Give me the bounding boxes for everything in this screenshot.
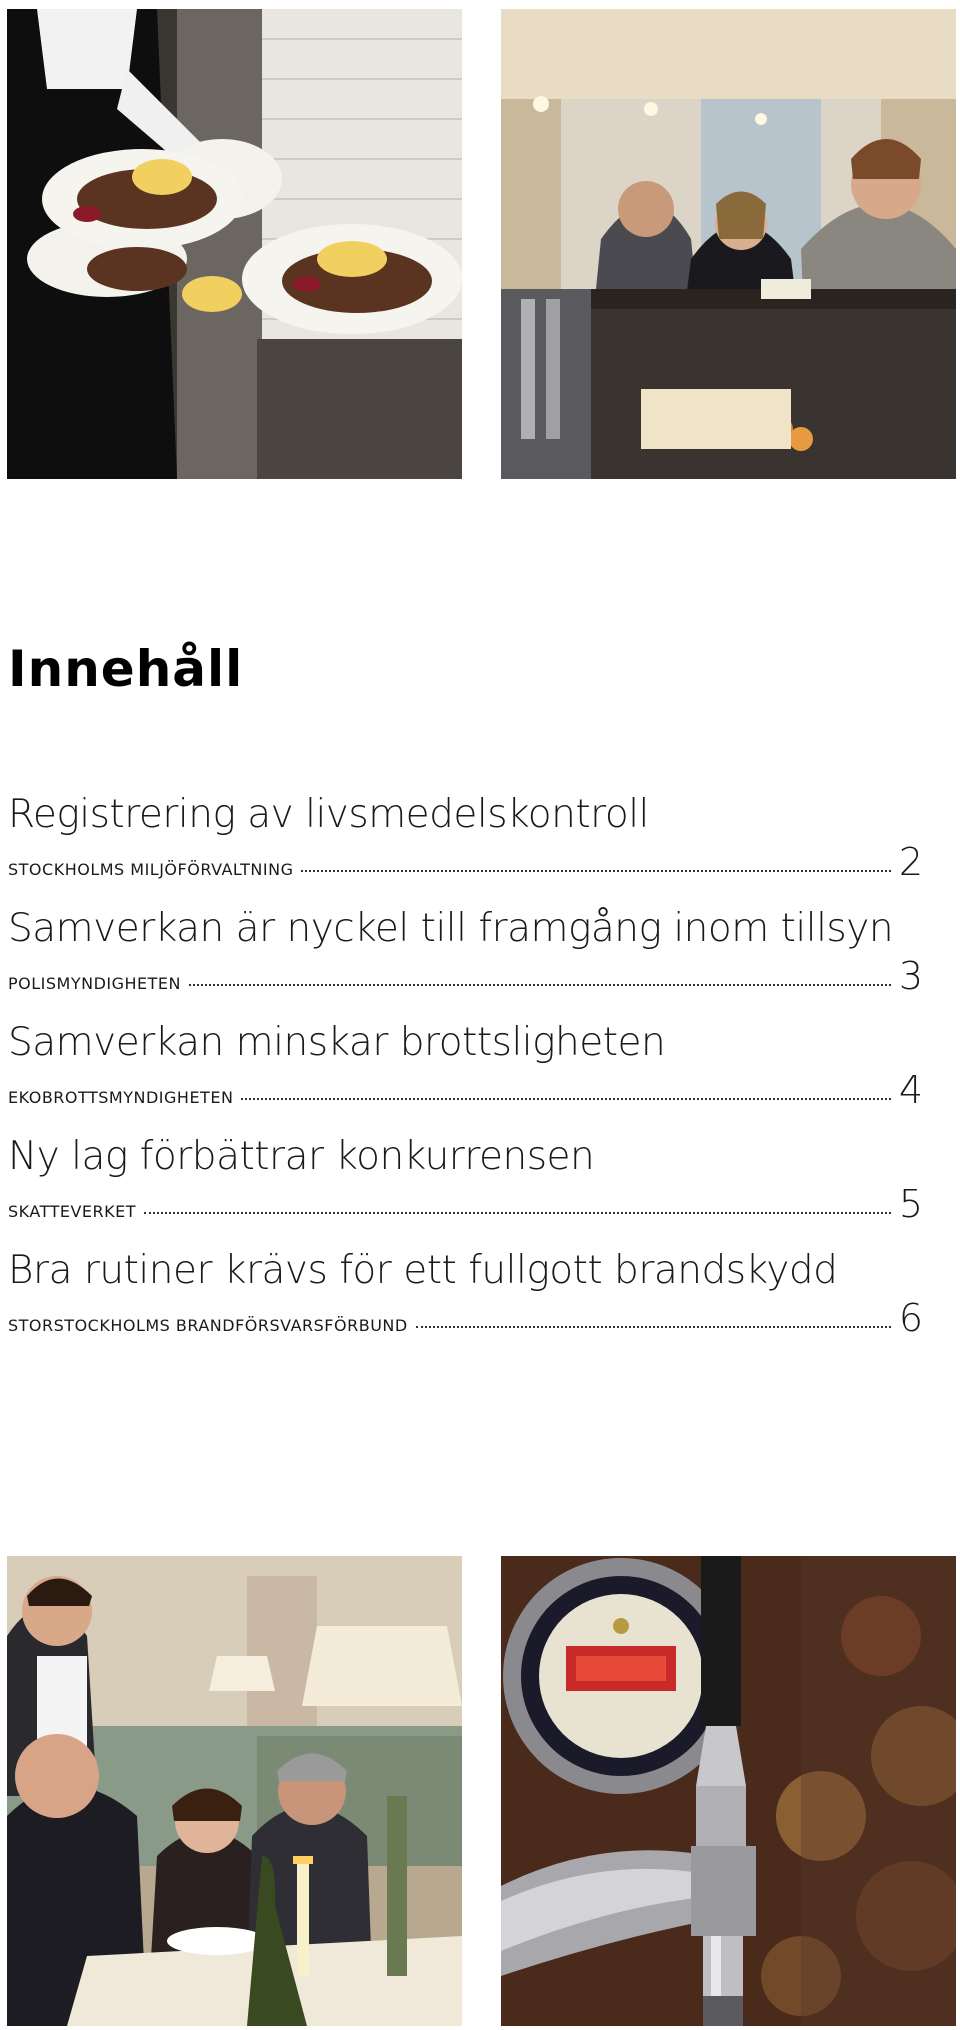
- dot-leader: [416, 1326, 891, 1328]
- toc-entry-source: POLISMYNDIGHETEN: [8, 974, 182, 993]
- toc-entry-title: Ny lag förbättrar konkurrensen: [8, 1134, 595, 1179]
- beer-tap-photo: [501, 1556, 956, 2026]
- table-of-contents: [8, 790, 923, 1360]
- toc-entry-title: Registrering av livsmedelskontroll: [8, 792, 649, 837]
- toc-entry-page: 3: [898, 954, 923, 998]
- restaurant-diners-photo: [7, 1556, 462, 2026]
- toc-entry-source: EKOBROTTSMYNDIGHETEN: [8, 1088, 234, 1107]
- toc-entry-page: 4: [898, 1068, 923, 1112]
- toc-entry-page: 5: [898, 1182, 923, 1226]
- toc-entry-source: SKATTEVERKET: [8, 1202, 136, 1221]
- toc-entry-title: Samverkan är nyckel till framgång inom tillsyn: [8, 906, 894, 951]
- toc-entry-title: Samverkan minskar brottsligheten: [8, 1020, 666, 1065]
- toc-entry-source: STORSTOCKHOLMS BRANDFÖRSVARSFÖRBUND: [8, 1316, 408, 1335]
- toc-entry[interactable]: [8, 1132, 923, 1246]
- toc-entry[interactable]: [8, 1018, 923, 1132]
- toc-entry-title: Bra rutiner krävs för ett fullgott brandskydd: [8, 1248, 838, 1293]
- toc-entry[interactable]: [8, 904, 923, 1018]
- dot-leader: [241, 1098, 890, 1100]
- toc-entry-page: 6: [898, 1296, 923, 1340]
- dot-leader: [301, 870, 890, 872]
- toc-entry[interactable]: [8, 790, 923, 904]
- waiter-plates-photo: [7, 9, 462, 479]
- toc-entry-page: 2: [898, 840, 923, 884]
- toc-entry-source: STOCKHOLMS MILJÖFÖRVALTNING: [8, 860, 294, 879]
- toc-entry[interactable]: [8, 1246, 923, 1360]
- dot-leader: [189, 984, 891, 986]
- bar-counter-photo: [501, 9, 956, 479]
- page-title: Innehåll: [8, 640, 244, 698]
- dot-leader: [144, 1212, 891, 1214]
